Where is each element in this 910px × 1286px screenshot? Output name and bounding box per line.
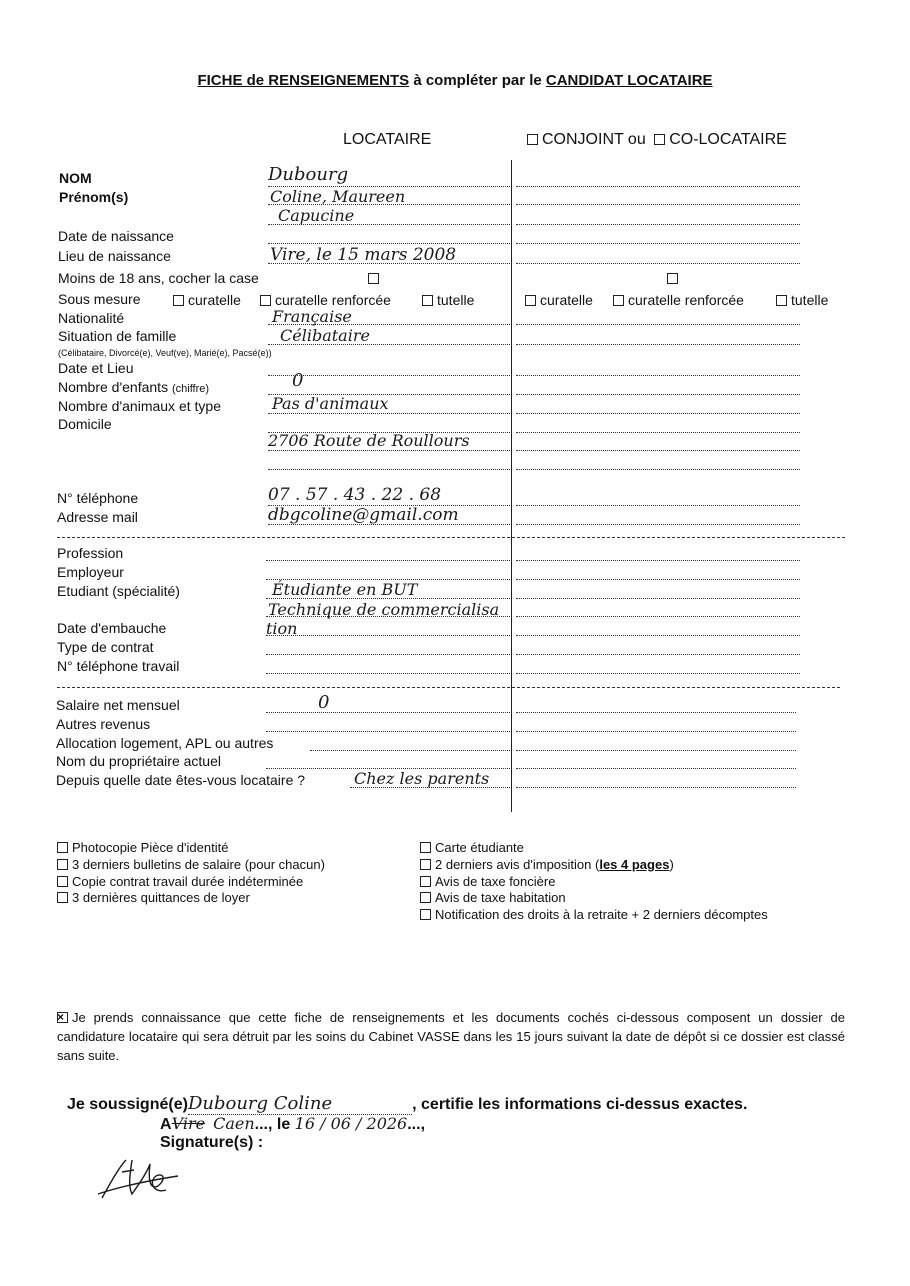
date: 16 / 06 / 2026	[294, 1114, 408, 1133]
label-profession: Profession	[57, 545, 124, 561]
checkbox-colocataire[interactable]	[654, 134, 665, 145]
option-curatelle-renforcee-locataire[interactable]: curatelle renforcée	[260, 292, 391, 308]
label-date-lieu: Date et Lieu	[58, 360, 134, 376]
label-date-embauche: Date d'embauche	[57, 620, 167, 636]
label-domicile: Domicile	[58, 416, 112, 432]
label-sous-mesure: Sous mesure	[58, 291, 141, 307]
value-lieu-naissance: Vire, le 15 mars 2008	[270, 245, 457, 265]
label-telephone-travail: N° téléphone travail	[57, 658, 180, 674]
doc-item[interactable]: Avis de taxe habitation	[420, 890, 566, 905]
doc-item[interactable]: Photocopie Pièce d'identité	[57, 840, 228, 855]
label-etudiant: Etudiant (spécialité)	[57, 583, 180, 599]
consent-notice: ×Je prends connaissance que cette fiche de renseignements et les documents cochés ci-dessous composent un dossier de candidature locataire qui sera détruit par les soins du Cabinet VASSE dans les 15 jours suivant la date de dépôt si ce dossier est classé sans suite.	[57, 1008, 845, 1065]
signature-label: Signature(s) :	[160, 1134, 264, 1151]
place: Caen	[213, 1114, 255, 1133]
checkbox-consent[interactable]	[57, 1012, 68, 1023]
label-type-contrat: Type de contrat	[57, 639, 154, 655]
struck-place: Vire	[171, 1114, 206, 1133]
label-nombre-animaux: Nombre d'animaux et type	[58, 398, 221, 414]
signer-name: Dubourg Coline	[188, 1093, 412, 1115]
section-separator	[57, 537, 845, 538]
value-situation: Célibataire	[280, 326, 370, 345]
label-telephone: N° téléphone	[57, 490, 139, 506]
value-nationalite: Française	[272, 307, 352, 326]
value-prenom-1: Coline, Maureen	[270, 187, 406, 206]
value-etudiant-2: Technique de commercialisa	[268, 600, 500, 619]
label-prenoms: Prénom(s)	[59, 189, 129, 205]
label-nationalite: Nationalité	[58, 310, 125, 326]
value-email: dbgcoline@gmail.com	[268, 505, 459, 525]
label-salaire: Salaire net mensuel	[56, 697, 180, 713]
label-lieu-naissance: Lieu de naissance	[58, 248, 171, 264]
value-enfants: 0	[292, 370, 304, 391]
certification-line: Je soussigné(e)Dubourg Coline , certifie les informations ci-dessus exactes.	[67, 1093, 748, 1114]
value-nom: Dubourg	[268, 164, 349, 185]
page-title: FICHE de RENSEIGNEMENTS à compléter par le CANDIDAT LOCATAIRE	[197, 72, 713, 89]
option-curatelle-colocataire[interactable]: curatelle	[525, 292, 593, 308]
checkbox-conjoint[interactable]	[527, 134, 538, 145]
doc-item[interactable]: 3 dernières quittances de loyer	[57, 890, 250, 905]
value-etudiant-3: tion	[266, 619, 298, 638]
checkbox-moins18-colocataire[interactable]	[667, 273, 678, 284]
label-situation-famille: Situation de famille	[58, 328, 177, 344]
label-moins-18: Moins de 18 ans, cocher la case	[58, 270, 259, 286]
option-curatelle-locataire[interactable]: curatelle	[173, 292, 241, 308]
label-adresse-mail: Adresse mail	[57, 509, 138, 525]
doc-item[interactable]: 2 derniers avis d'imposition (les 4 pages)	[420, 857, 674, 872]
label-employeur: Employeur	[57, 564, 124, 580]
doc-item[interactable]: Carte étudiante	[420, 840, 524, 855]
value-animaux: Pas d'animaux	[272, 394, 389, 413]
option-tutelle-locataire[interactable]: tutelle	[422, 292, 474, 308]
option-tutelle-colocataire[interactable]: tutelle	[776, 292, 828, 308]
column-divider	[511, 160, 512, 812]
label-depuis: Depuis quelle date êtes-vous locataire ?	[56, 772, 306, 788]
value-telephone: 07 . 57 . 43 . 22 . 68	[268, 485, 442, 505]
checkbox-moins18-locataire[interactable]	[368, 273, 379, 284]
value-prenom-2: Capucine	[278, 206, 355, 225]
label-allocation: Allocation logement, APL ou autres	[56, 735, 274, 751]
place-date-line: AVire Caen..., le 16 / 06 / 2026...,	[160, 1114, 426, 1133]
doc-item[interactable]: 3 derniers bulletins de salaire (pour chacun)	[57, 857, 325, 872]
value-depuis: Chez les parents	[354, 769, 490, 788]
label-situation-note: (Célibataire, Divorcé(e), Veuf(ve), Marié(e), Pacsé(e))	[58, 348, 272, 358]
value-etudiant-1: Étudiante en BUT	[272, 580, 418, 599]
value-salaire: 0	[318, 692, 330, 713]
label-date-naissance: Date de naissance	[58, 228, 174, 244]
label-nom: NOM	[59, 170, 92, 186]
signature-mark	[92, 1150, 182, 1206]
option-curatelle-renforcee-colocataire[interactable]: curatelle renforcée	[613, 292, 744, 308]
label-proprietaire: Nom du propriétaire actuel	[56, 753, 221, 769]
doc-item[interactable]: Avis de taxe foncière	[420, 874, 555, 889]
label-nombre-enfants: Nombre d'enfants (chiffre)	[58, 379, 210, 395]
label-autres-revenus: Autres revenus	[56, 716, 151, 732]
doc-item[interactable]: Copie contrat travail durée indéterminée	[57, 874, 303, 889]
doc-item[interactable]: Notification des droits à la retraite + 2 derniers décomptes	[420, 907, 768, 922]
column-header-locataire: LOCATAIRE	[343, 131, 432, 148]
value-domicile: 2706 Route de Roullours	[268, 431, 470, 450]
column-header-conjoint: CONJOINT ou CO-LOCATAIRE	[527, 131, 787, 149]
section-separator	[57, 687, 840, 688]
